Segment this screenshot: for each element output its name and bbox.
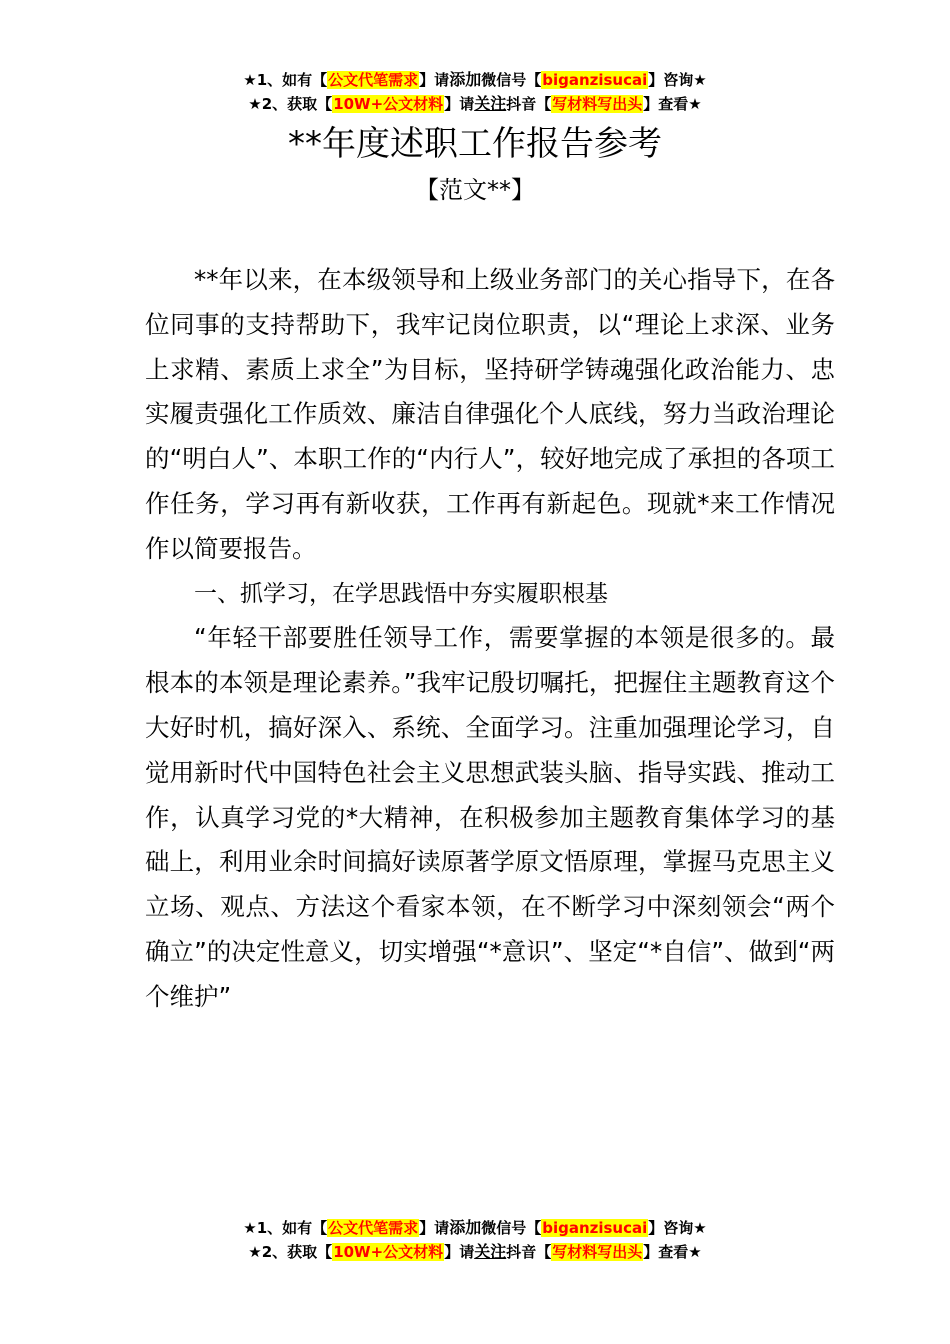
douyin-highlight: 写材料写出头 — [552, 95, 643, 113]
banner-text: 关注 — [474, 94, 507, 113]
banner-text: ★2、获取【 — [248, 1243, 333, 1261]
paragraph: **年以来，在本级领导和上级业务部门的关心指导下，在各位同事的支持帮助下，我牢记岗位职责，以“理论上求深、业务上求精、素质上求全”为目标，坚持研学铸魂强化政治能力、忠实履责强化工作质效、廉洁自律强化个人底线，努力当政治理论的“明白人”、本职工作的“内行人”，较好地完成了承担的各项工作任务，学习再有新收获，工作再有新起色。现就*来工作情况作以简要报告。 — [145, 265, 835, 563]
banner-text: 】请 — [444, 1243, 475, 1261]
banner-text: 关注 — [474, 1242, 507, 1261]
section-heading: 一、抓学习，在学思践悟中夯实履职根基 — [194, 580, 608, 607]
document-body — [145, 258, 835, 1020]
paragraph: “年轻干部要胜任领导工作，需要掌握的本领是很多的。最根本的本领是理论素养。”我牢记殷切嘱托，把握住主题教育这个大好时机，搞好深入、系统、全面学习。注重加强理论学习，自觉用新时代中国特色社会主义思想武装头脑、指导实践、推动工作，认真学习党的*大精神，在积极参加主题教育集体学习的基础上，利用业余时间搞好读原著学原文悟原理，掌握马克思主义立场、观点、方法这个看家本领，在不断学习中深刻领会“两个确立”的决定性意义，切实增强“*意识”、坚定“*自信”、做到“两个维护” — [145, 623, 835, 1011]
banner-text: 】请 — [419, 1219, 450, 1237]
banner-text: 】查看★ — [643, 1243, 702, 1261]
banner-line-2 — [0, 1240, 950, 1264]
document-title: **年度述职工作报告参考 — [288, 124, 662, 164]
banner-text: ★1、如有【 — [243, 71, 328, 89]
banner-text: 抖音【 — [506, 1243, 552, 1261]
douyin-highlight: 写材料写出头 — [552, 1243, 643, 1261]
banner-text: 抖音【 — [506, 95, 552, 113]
banner-text: ★2、获取【 — [248, 95, 333, 113]
banner-text: ★1、如有【 — [243, 1219, 328, 1237]
banner-text: 】请 — [419, 71, 450, 89]
banner-text: 添加 — [449, 1218, 482, 1237]
banner-text: 】咨询★ — [648, 71, 707, 89]
banner-line-2 — [0, 92, 950, 116]
banner-highlight: 10W+公文材料 — [333, 95, 444, 113]
banner-text: 添加 — [449, 70, 482, 89]
banner-text: 】请 — [444, 95, 475, 113]
wechat-id-highlight: biganzisucai — [542, 71, 648, 89]
top-banner — [0, 68, 950, 116]
banner-highlight: 10W+公文材料 — [333, 1243, 444, 1261]
document-subtitle: 【范文**】 — [415, 176, 535, 204]
banner-text: 微信号【 — [481, 71, 542, 89]
bottom-banner — [0, 1216, 950, 1264]
banner-line-1 — [0, 1216, 950, 1240]
banner-text: 微信号【 — [481, 1219, 542, 1237]
banner-highlight: 公文代笔需求 — [328, 71, 419, 89]
banner-line-1 — [0, 68, 950, 92]
banner-highlight: 公文代笔需求 — [328, 1219, 419, 1237]
banner-text: 】查看★ — [643, 95, 702, 113]
wechat-id-highlight: biganzisucai — [542, 1219, 648, 1237]
banner-text: 】咨询★ — [648, 1219, 707, 1237]
